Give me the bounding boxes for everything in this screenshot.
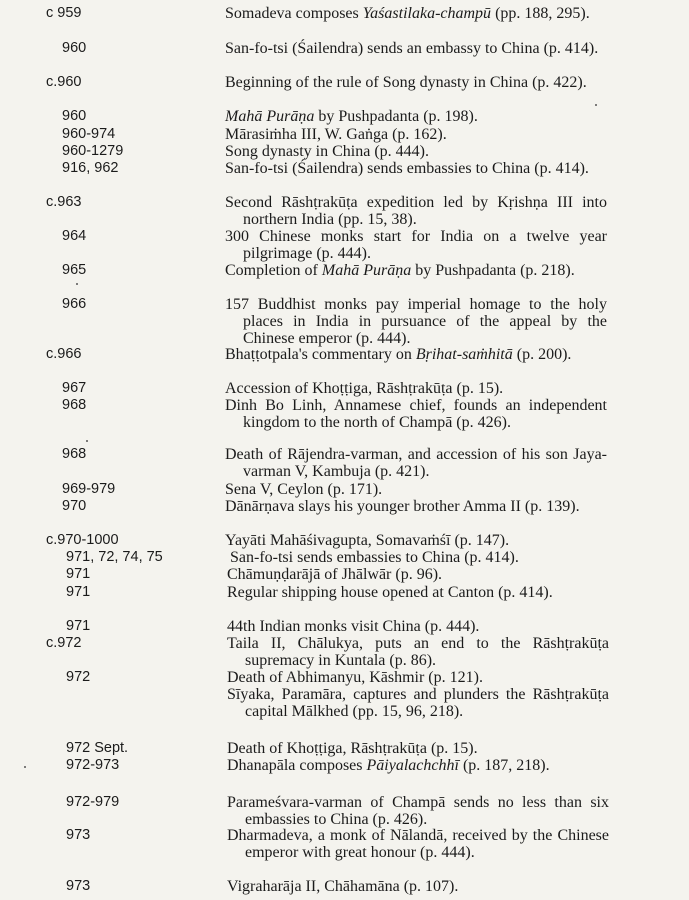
entry-text: Sīyaka, Paramāra, captures and plunders the Rāshṭrakūṭa capital Mālkhed (pp. 15, 96, 218). bbox=[227, 686, 609, 720]
entry-date: c.960 bbox=[46, 74, 82, 90]
entry-text: Dhanapāla composes Pāiyalachchhī (p. 187, 218). bbox=[227, 757, 550, 774]
entry-date: 916, 962 bbox=[62, 160, 119, 176]
entry-date: 966 bbox=[62, 296, 87, 312]
entry-text: Vigraharāja II, Chāhamāna (p. 107). bbox=[227, 878, 459, 895]
entry-date: c.963 bbox=[46, 194, 82, 210]
entry-date: 972 bbox=[66, 669, 91, 685]
entry-date: c.970-1000 bbox=[46, 532, 119, 548]
scan-speck bbox=[595, 104, 597, 106]
entry-text: Yayāti Mahāśivagupta, Somavaṁśī (p. 147). bbox=[225, 532, 510, 549]
entry-text: Song dynasty in China (p. 444). bbox=[225, 143, 429, 160]
entry-text: Beginning of the rule of Song dynasty in China (p. 422). bbox=[225, 74, 587, 91]
entry-date: 968 bbox=[62, 446, 87, 462]
entry-text: Dānārṇava slays his younger brother Amma II (p. 139). bbox=[225, 498, 580, 515]
entry-date: 970 bbox=[62, 498, 87, 514]
entry-text: Accession of Khoṭṭiga, Rāshṭrakūṭa (p. 15). bbox=[225, 380, 504, 397]
entry-text: Bhaṭṭotpala's commentary on Bṛihat-saṁhitā (p. 200). bbox=[225, 346, 572, 363]
entry-text: Dharmadeva, a monk of Nālandā, received by the Chinese emperor with great honour (p. 444). bbox=[227, 827, 609, 861]
entry-text: San-fo-tsi sends embassies to China (p. 414). bbox=[230, 549, 519, 566]
entry-text: Death of Khoṭṭiga, Rāshṭrakūṭa (p. 15). bbox=[227, 740, 478, 757]
scan-speck bbox=[24, 766, 26, 768]
entry-date: c.972 bbox=[46, 635, 82, 651]
entry-text: Parameśvara-varman of Champā sends no less than six embassies to China (p. 426). bbox=[227, 794, 609, 828]
scan-speck bbox=[76, 283, 78, 285]
entry-date: c.966 bbox=[46, 346, 82, 362]
entry-text: Second Rāshṭrakūṭa expedition led by Kṛishṇa III into northern India (pp. 15, 38). bbox=[225, 194, 607, 228]
entry-text: Mahā Purāṇa by Pushpadanta (p. 198). bbox=[225, 108, 478, 125]
entry-text: Somadeva composes Yaśastilaka-champū (pp. 188, 295). bbox=[225, 5, 590, 22]
entry-date: 971 bbox=[66, 584, 91, 600]
entry-date: 972 Sept. bbox=[66, 740, 129, 756]
entry-date: 964 bbox=[62, 228, 87, 244]
entry-text: Death of Rājendra-varman, and accession of his son Jaya-varman V, Kambuja (p. 421). bbox=[225, 446, 607, 480]
entry-text: Taila II, Chālukya, puts an end to the Rāshṭrakūṭa supremacy in Kuntala (p. 86). bbox=[227, 635, 609, 669]
entry-text: Mārasiṁha III, W. Gaṅga (p. 162). bbox=[225, 126, 447, 143]
entry-date: 969-979 bbox=[62, 481, 116, 497]
entry-date: c 959 bbox=[46, 5, 82, 21]
entry-date: 973 bbox=[66, 878, 91, 894]
entry-date: 960-974 bbox=[62, 126, 116, 142]
scan-speck bbox=[86, 440, 88, 442]
entry-date: 971 bbox=[66, 566, 91, 582]
entry-date: 960-1279 bbox=[62, 143, 124, 159]
entry-text: Dinh Bo Linh, Annamese chief, founds an independent kingdom to the north of Champā (p. 426). bbox=[225, 397, 607, 431]
entry-text: 300 Chinese monks start for India on a twelve year pilgrimage (p. 444). bbox=[225, 228, 607, 262]
entry-date: 971, 72, 74, 75 bbox=[66, 549, 163, 565]
entry-text: San-fo-tsi (Śailendra) sends embassies to China (p. 414). bbox=[225, 160, 589, 177]
entry-date: 972-973 bbox=[66, 757, 120, 773]
entry-date: 960 bbox=[62, 40, 87, 56]
entry-date: 968 bbox=[62, 397, 87, 413]
entry-text: Chāmuṇḍarājā of Jhālwār (p. 96). bbox=[227, 566, 443, 583]
entry-date: 960 bbox=[62, 108, 87, 124]
entry-text: 157 Buddhist monks pay imperial homage to the holy places in India in pursuance of the appeal by the Chinese emperor (p. 444). bbox=[225, 296, 607, 347]
entry-date: 967 bbox=[62, 380, 87, 396]
entry-text: Completion of Mahā Purāṇa by Pushpadanta (p. 218). bbox=[225, 262, 575, 279]
entry-date: 973 bbox=[66, 827, 91, 843]
entry-date: 965 bbox=[62, 262, 87, 278]
entry-date: 971 bbox=[66, 618, 91, 634]
entry-text: 44th Indian monks visit China (p. 444). bbox=[227, 618, 480, 635]
entry-date: 972-979 bbox=[66, 794, 120, 810]
entry-text: San-fo-tsi (Śailendra) sends an embassy to China (p. 414). bbox=[225, 40, 599, 57]
entry-text: Sena V, Ceylon (p. 171). bbox=[225, 481, 383, 498]
entry-text: Death of Abhimanyu, Kāshmir (p. 121). bbox=[227, 669, 483, 686]
entry-text: Regular shipping house opened at Canton (p. 414). bbox=[227, 584, 553, 601]
